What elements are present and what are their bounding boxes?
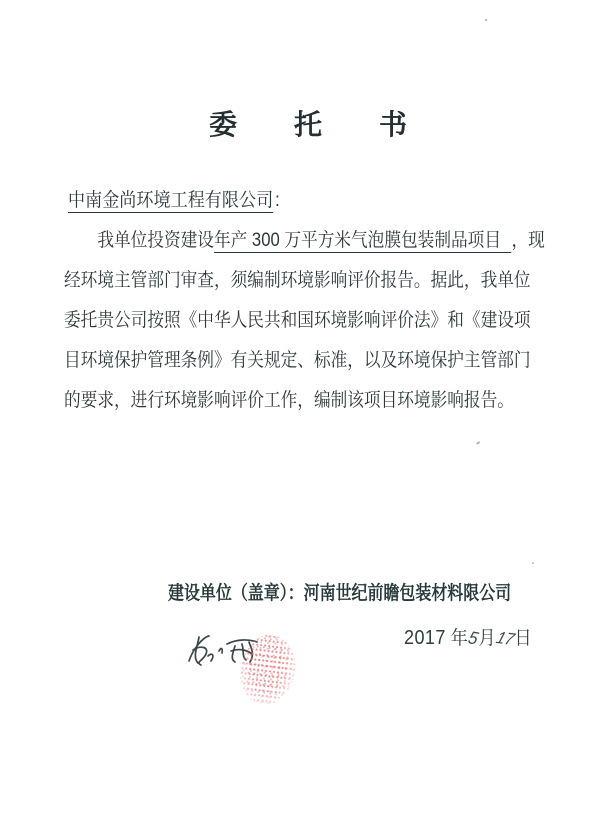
document-title: 委托书 [209,109,465,140]
paragraph-line: 委托贵公司按照《中华人民共和国环境影响评价法》和《建设项 [64,310,531,331]
scan-speck [476,441,480,445]
recipient-company-name: 中南金尚环境工程有限公司 [68,190,274,211]
recipient-line [68,189,280,213]
date-month-suffix: 月 [478,628,496,649]
paragraph-line: 的要求，进行环境影响评价工作，编制该项目环境影响报告。 [64,390,514,411]
date-year: 2017 [404,627,446,649]
handwritten-day: 17 [493,628,517,649]
date-year-suffix: 年 [450,628,468,649]
handwritten-month: 5 [466,627,481,649]
body-paragraph [64,221,555,421]
line1-suffix: ，现 [511,230,545,251]
date-line [404,626,532,651]
project-name-underlined: 年产 300 万平方米气泡膜包装制品项目 [214,230,512,253]
paragraph-line: 目环境保护管理条例》有关规定、标准，以及环境保护主管部门 [64,350,531,371]
date-day-suffix: 日 [514,628,532,649]
line1-prefix: 我单位投资建设 [97,230,214,251]
scan-speck [532,562,534,564]
scan-speck [485,19,487,21]
paragraph-line [64,221,555,261]
paragraph-line: 经环境主管部门审查，须编制环境影响评价报告。据此，我单位 [64,270,531,291]
construction-unit-seal-line: 建设单位（盖章）：河南世纪前瞻包装材料限公司 [168,583,512,604]
recipient-colon: : [275,190,280,211]
